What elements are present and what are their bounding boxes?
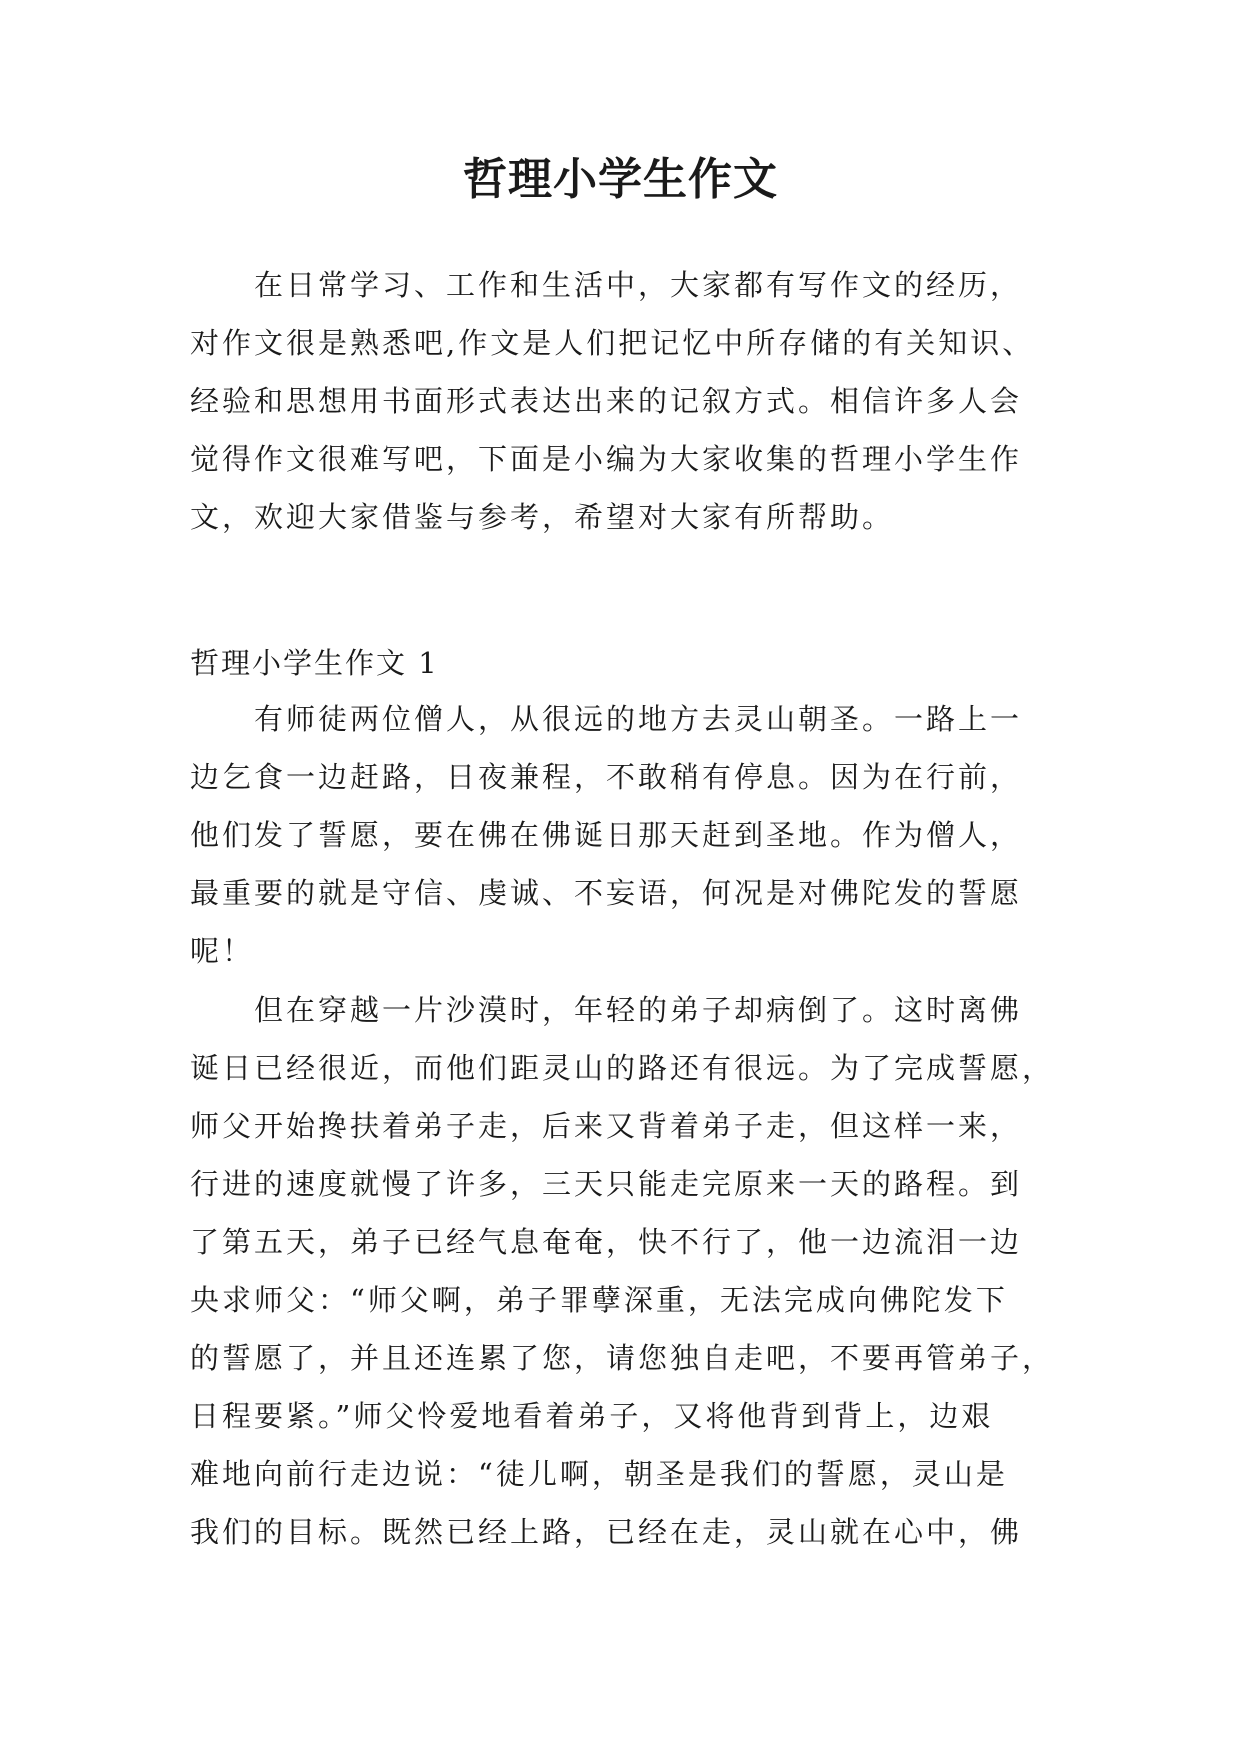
paragraph-line: 行进的速度就慢了许多，三天只能走完原来一天的路程。到: [190, 1167, 1023, 1201]
paragraph-line: 师父开始搀扶着弟子走，后来又背着弟子走，但这样一来，: [190, 1109, 1023, 1143]
paragraph-line: 央求师父：“师父啊，弟子罪孽深重，无法完成向佛陀发下: [190, 1283, 1008, 1317]
paragraph-line: 难地向前行走边说：“徒儿啊，朝圣是我们的誓愿，灵山是: [190, 1457, 1008, 1491]
document-title: 哲理小学生作文: [463, 154, 778, 205]
intro-line: 经验和思想用书面形式表达出来的记叙方式。相信许多人会: [190, 384, 1023, 418]
intro-line: 觉得作文很难写吧，下面是小编为大家收集的哲理小学生作: [190, 442, 1023, 476]
paragraph-line: 的誓愿了，并且还连累了您，请您独自走吧，不要再管弟子，: [190, 1341, 1055, 1375]
intro-line: 文，欢迎大家借鉴与参考，希望对大家有所帮助。: [190, 500, 895, 534]
paragraph-line: 了第五天，弟子已经气息奄奄，快不行了，他一边流泪一边: [190, 1225, 1023, 1259]
paragraph-line: 但在穿越一片沙漠时，年轻的弟子却病倒了。这时离佛: [254, 993, 1023, 1027]
paragraph-line: 边乞食一边赶路，日夜兼程，不敢稍有停息。因为在行前，: [190, 760, 1023, 794]
paragraph-line: 他们发了誓愿，要在佛在佛诞日那天赶到圣地。作为僧人，: [190, 818, 1023, 852]
paragraph-line: 诞日已经很近，而他们距灵山的路还有很远。为了完成誓愿，: [190, 1051, 1055, 1085]
paragraph-line: 我们的目标。既然已经上路，已经在走，灵山就在心中，佛: [190, 1515, 1023, 1549]
paragraph-line: 呢！: [190, 934, 255, 968]
paragraph-line: 最重要的就是守信、虔诚、不妄语，何况是对佛陀发的誓愿: [190, 876, 1023, 910]
intro-line: 在日常学习、工作和生活中，大家都有写作文的经历，: [254, 268, 1023, 302]
section-heading: 哲理小学生作文 1: [190, 646, 439, 680]
paragraph-line: 有师徒两位僧人，从很远的地方去灵山朝圣。一路上一: [254, 702, 1023, 736]
intro-line: 对作文很是熟悉吧,作文是人们把记忆中所存储的有关知识、: [190, 326, 1035, 360]
paragraph-line: 日程要紧。”师父怜爱地看着弟子，又将他背到背上，边艰: [190, 1399, 994, 1433]
